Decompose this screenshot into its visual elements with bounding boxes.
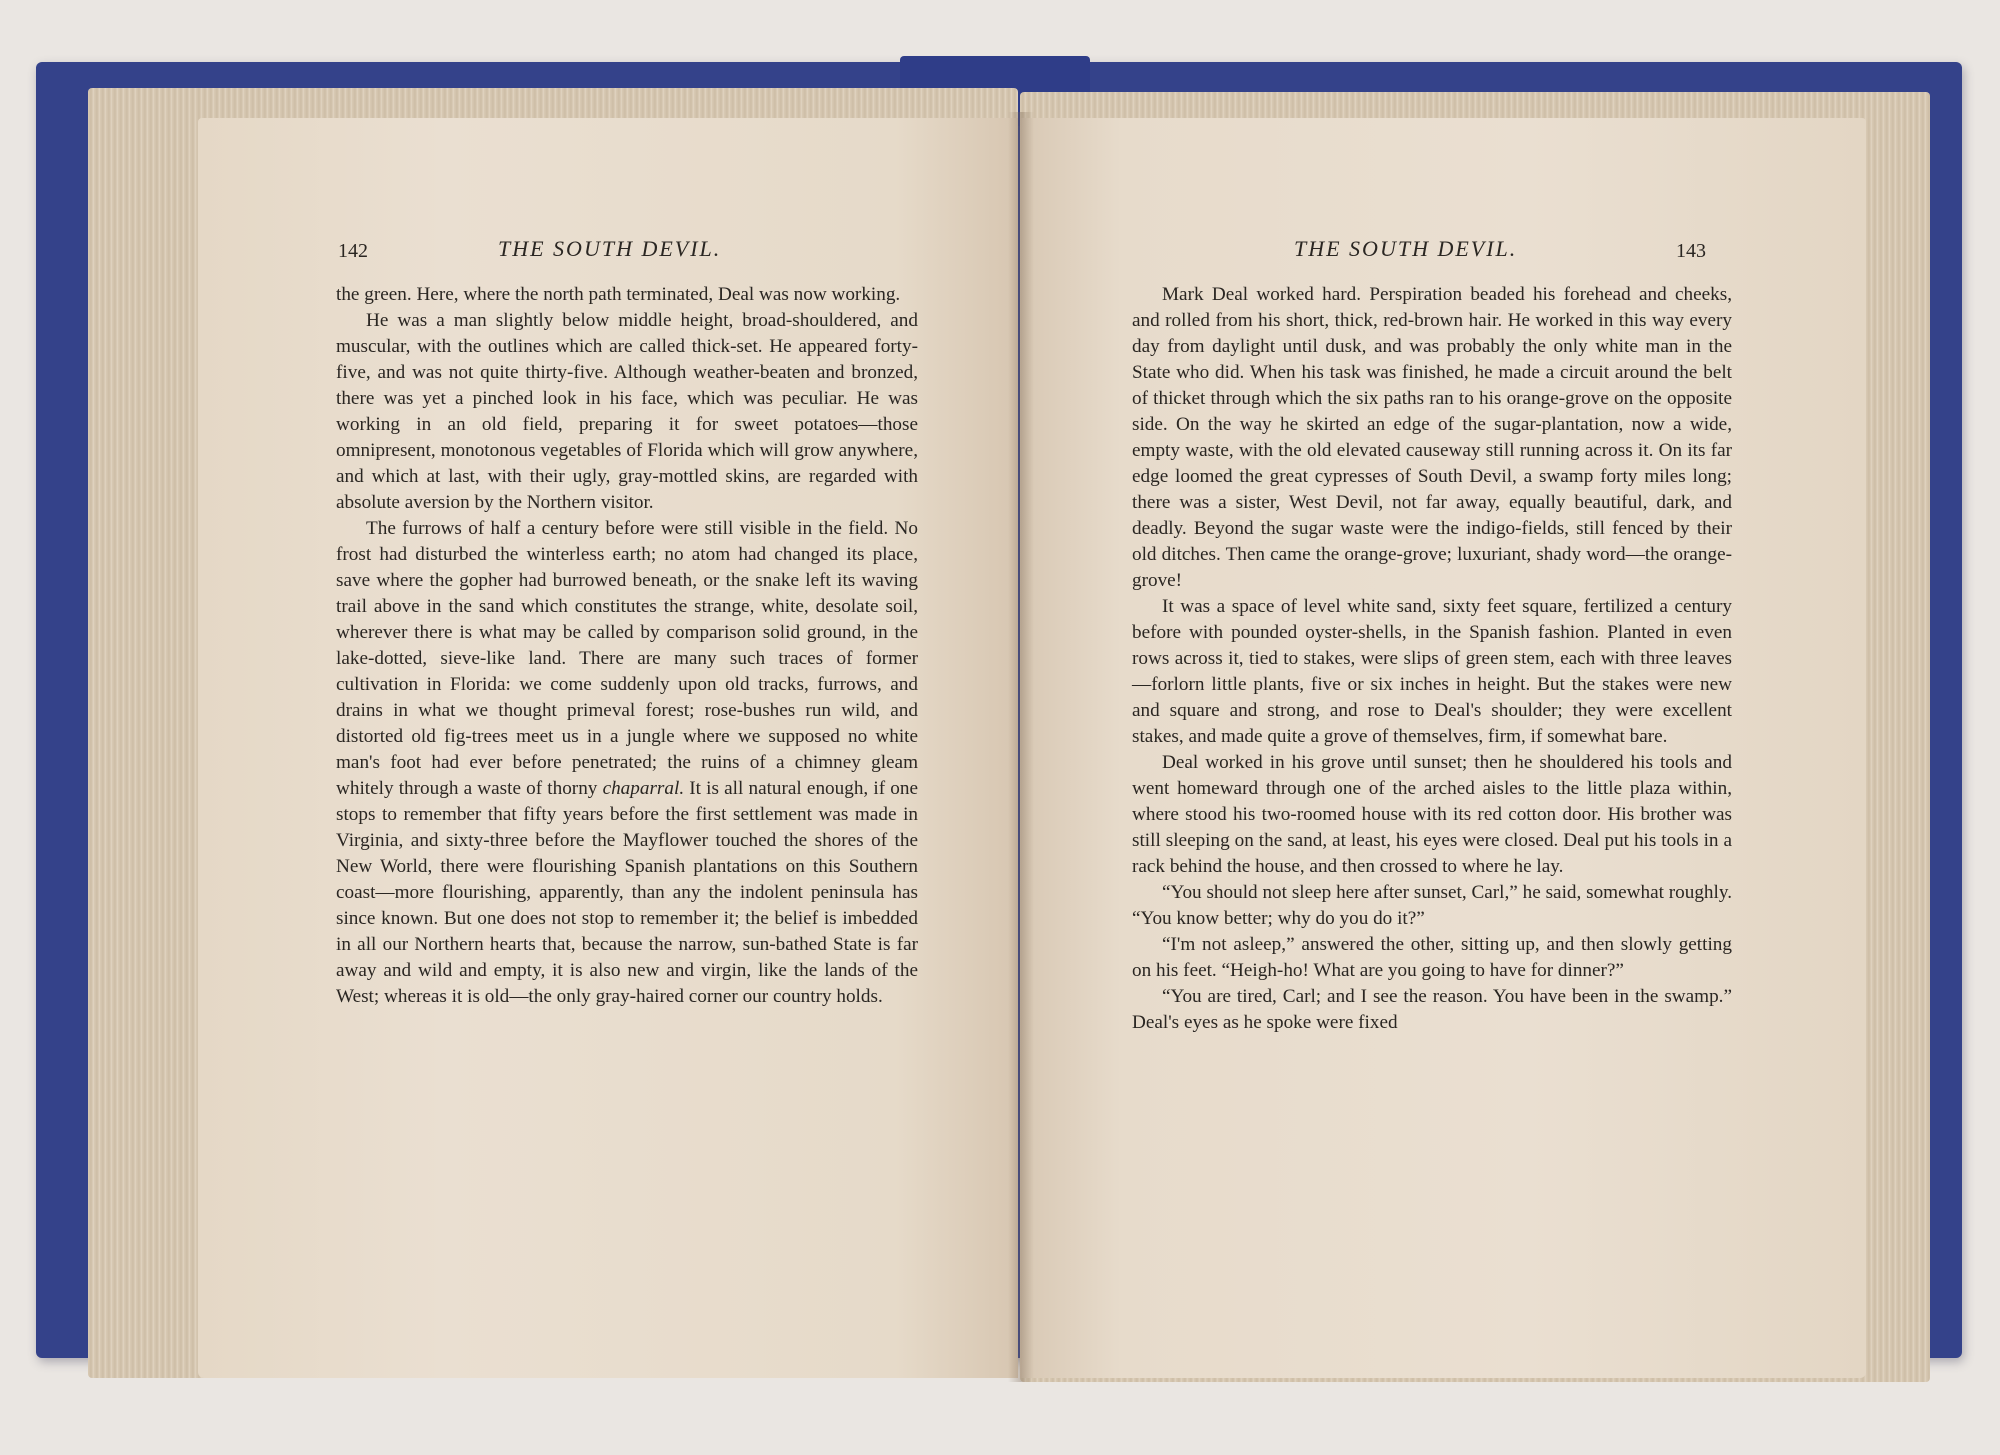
- right-page: [1020, 118, 1866, 1378]
- right-paragraph-3: Deal worked in his grove until sunset; then he shouldered his tools and went homeward through one of the arched aisles to the little plaza within, where stood his two-roomed house with its red cotton door. His brother was still sleeping on the sand, at least, his eyes were closed. Deal put his tools in a rack behind the house, and then crossed to where he lay.: [1132, 752, 1732, 877]
- right-page-text: [1132, 282, 1732, 1036]
- left-paragraph-2: He was a man slightly below middle height, broad-shouldered, and muscular, with the outlines which are called thick-set. He appeared forty-five, and was not quite thirty-five. Although weather-beaten and bronzed, there was yet a pinched look in his face, which was peculiar. He was working in an old field, preparing it for sweet potatoes—those omnipresent, monotonous vegetables of Florida which will grow anywhere, and which at last, with their ugly, gray-mottled skins, are regarded with absolute aversion by the Northern visitor.: [336, 310, 918, 513]
- left-paragraph-3-text: The furrows of half a century before were still visible in the field. No frost had disturbed the winterless earth; no atom had changed its place, save where the gopher had burrowed beneath, or the snake left its waving trail above in the sand which constitutes the strange, white, desolate soil, wherever there is what may be called by comparison solid ground, in the lake-dotted, sieve-like land. There are many such traces of former cultivation in Florida: we come suddenly upon old tracks, furrows, and drains in what we thought primeval forest; rose-bushes run wild, and distorted old fig-trees meet us in a jungle where we supposed no white man's foot had ever before penetrated; the ruins of a chimney gleam whitely through a waste of thorny: [336, 518, 918, 799]
- left-page-text: [336, 282, 918, 1010]
- right-paragraph-4: “You should not sleep here after sunset, Carl,” he said, somewhat roughly. “You know better; why do you do it?”: [1132, 882, 1732, 929]
- italic-word-chaparral: chaparral.: [602, 778, 685, 799]
- left-paragraph-1: the green. Here, where the north path terminated, Deal was now working.: [336, 284, 901, 305]
- left-page-number: 142: [338, 240, 368, 262]
- left-running-head: THE SOUTH DEVIL.: [498, 236, 722, 261]
- right-paragraph-2: It was a space of level white sand, sixty feet square, fertilized a century before with pounded oyster-shells, in the Spanish fashion. Planted in even rows across it, tied to stakes, were slips of green stem, each with three leaves—forlorn little plants, five or six inches in height. But the stakes were new and square and strong, and rose to Deal's shoulder; they were excellent stakes, and made quite a grove of themselves, firm, if somewhat bare.: [1132, 596, 1732, 747]
- right-running-head: THE SOUTH DEVIL.: [1294, 236, 1518, 261]
- left-paragraph-3: [336, 516, 918, 1010]
- right-paragraph-5: “I'm not asleep,” answered the other, sitting up, and then slowly getting on his feet. “Heigh-ho! What are you going to have for dinner?”: [1132, 934, 1732, 981]
- right-page-number: 143: [1676, 240, 1706, 262]
- right-paragraph-1: Mark Deal worked hard. Perspiration beaded his forehead and cheeks, and rolled from his short, thick, red-brown hair. He worked in this way every day from daylight until dusk, and was probably the only white man in the State who did. When his task was finished, he made a circuit around the belt of thicket through which the six paths ran to his orange-grove on the opposite side. On the way he skirted an edge of the sugar-plantation, now a wide, empty waste, with the old elevated causeway still running across it. On its far edge loomed the great cypresses of South Devil, a swamp forty miles long; there was a sister, West Devil, not far away, equally beautiful, dark, and deadly. Beyond the sugar waste were the indigo-fields, still fenced by their old ditches. Then came the orange-grove; luxuriant, shady word—the orange-grove!: [1132, 284, 1732, 591]
- left-paragraph-3-end: It is all natural enough, if one stops to remember that fifty years before the first settlement was made in Virginia, and sixty-three before the Mayflower touched the shores of the New World, there were flourishing Spanish plantations on this Southern coast—more flourishing, apparently, than any the indolent peninsula has since known. But one does not stop to remember it; the belief is imbedded in all our Northern hearts that, because the narrow, sun-bathed State is far away and wild and empty, it is also new and virgin, like the lands of the West; whereas it is old—the only gray-haired corner our country holds.: [336, 778, 918, 1007]
- left-page: [198, 118, 1018, 1378]
- book-gutter: [1008, 112, 1034, 1382]
- right-paragraph-6: “You are tired, Carl; and I see the reason. You have been in the swamp.” Deal's eyes as he spoke were fixed: [1132, 986, 1732, 1033]
